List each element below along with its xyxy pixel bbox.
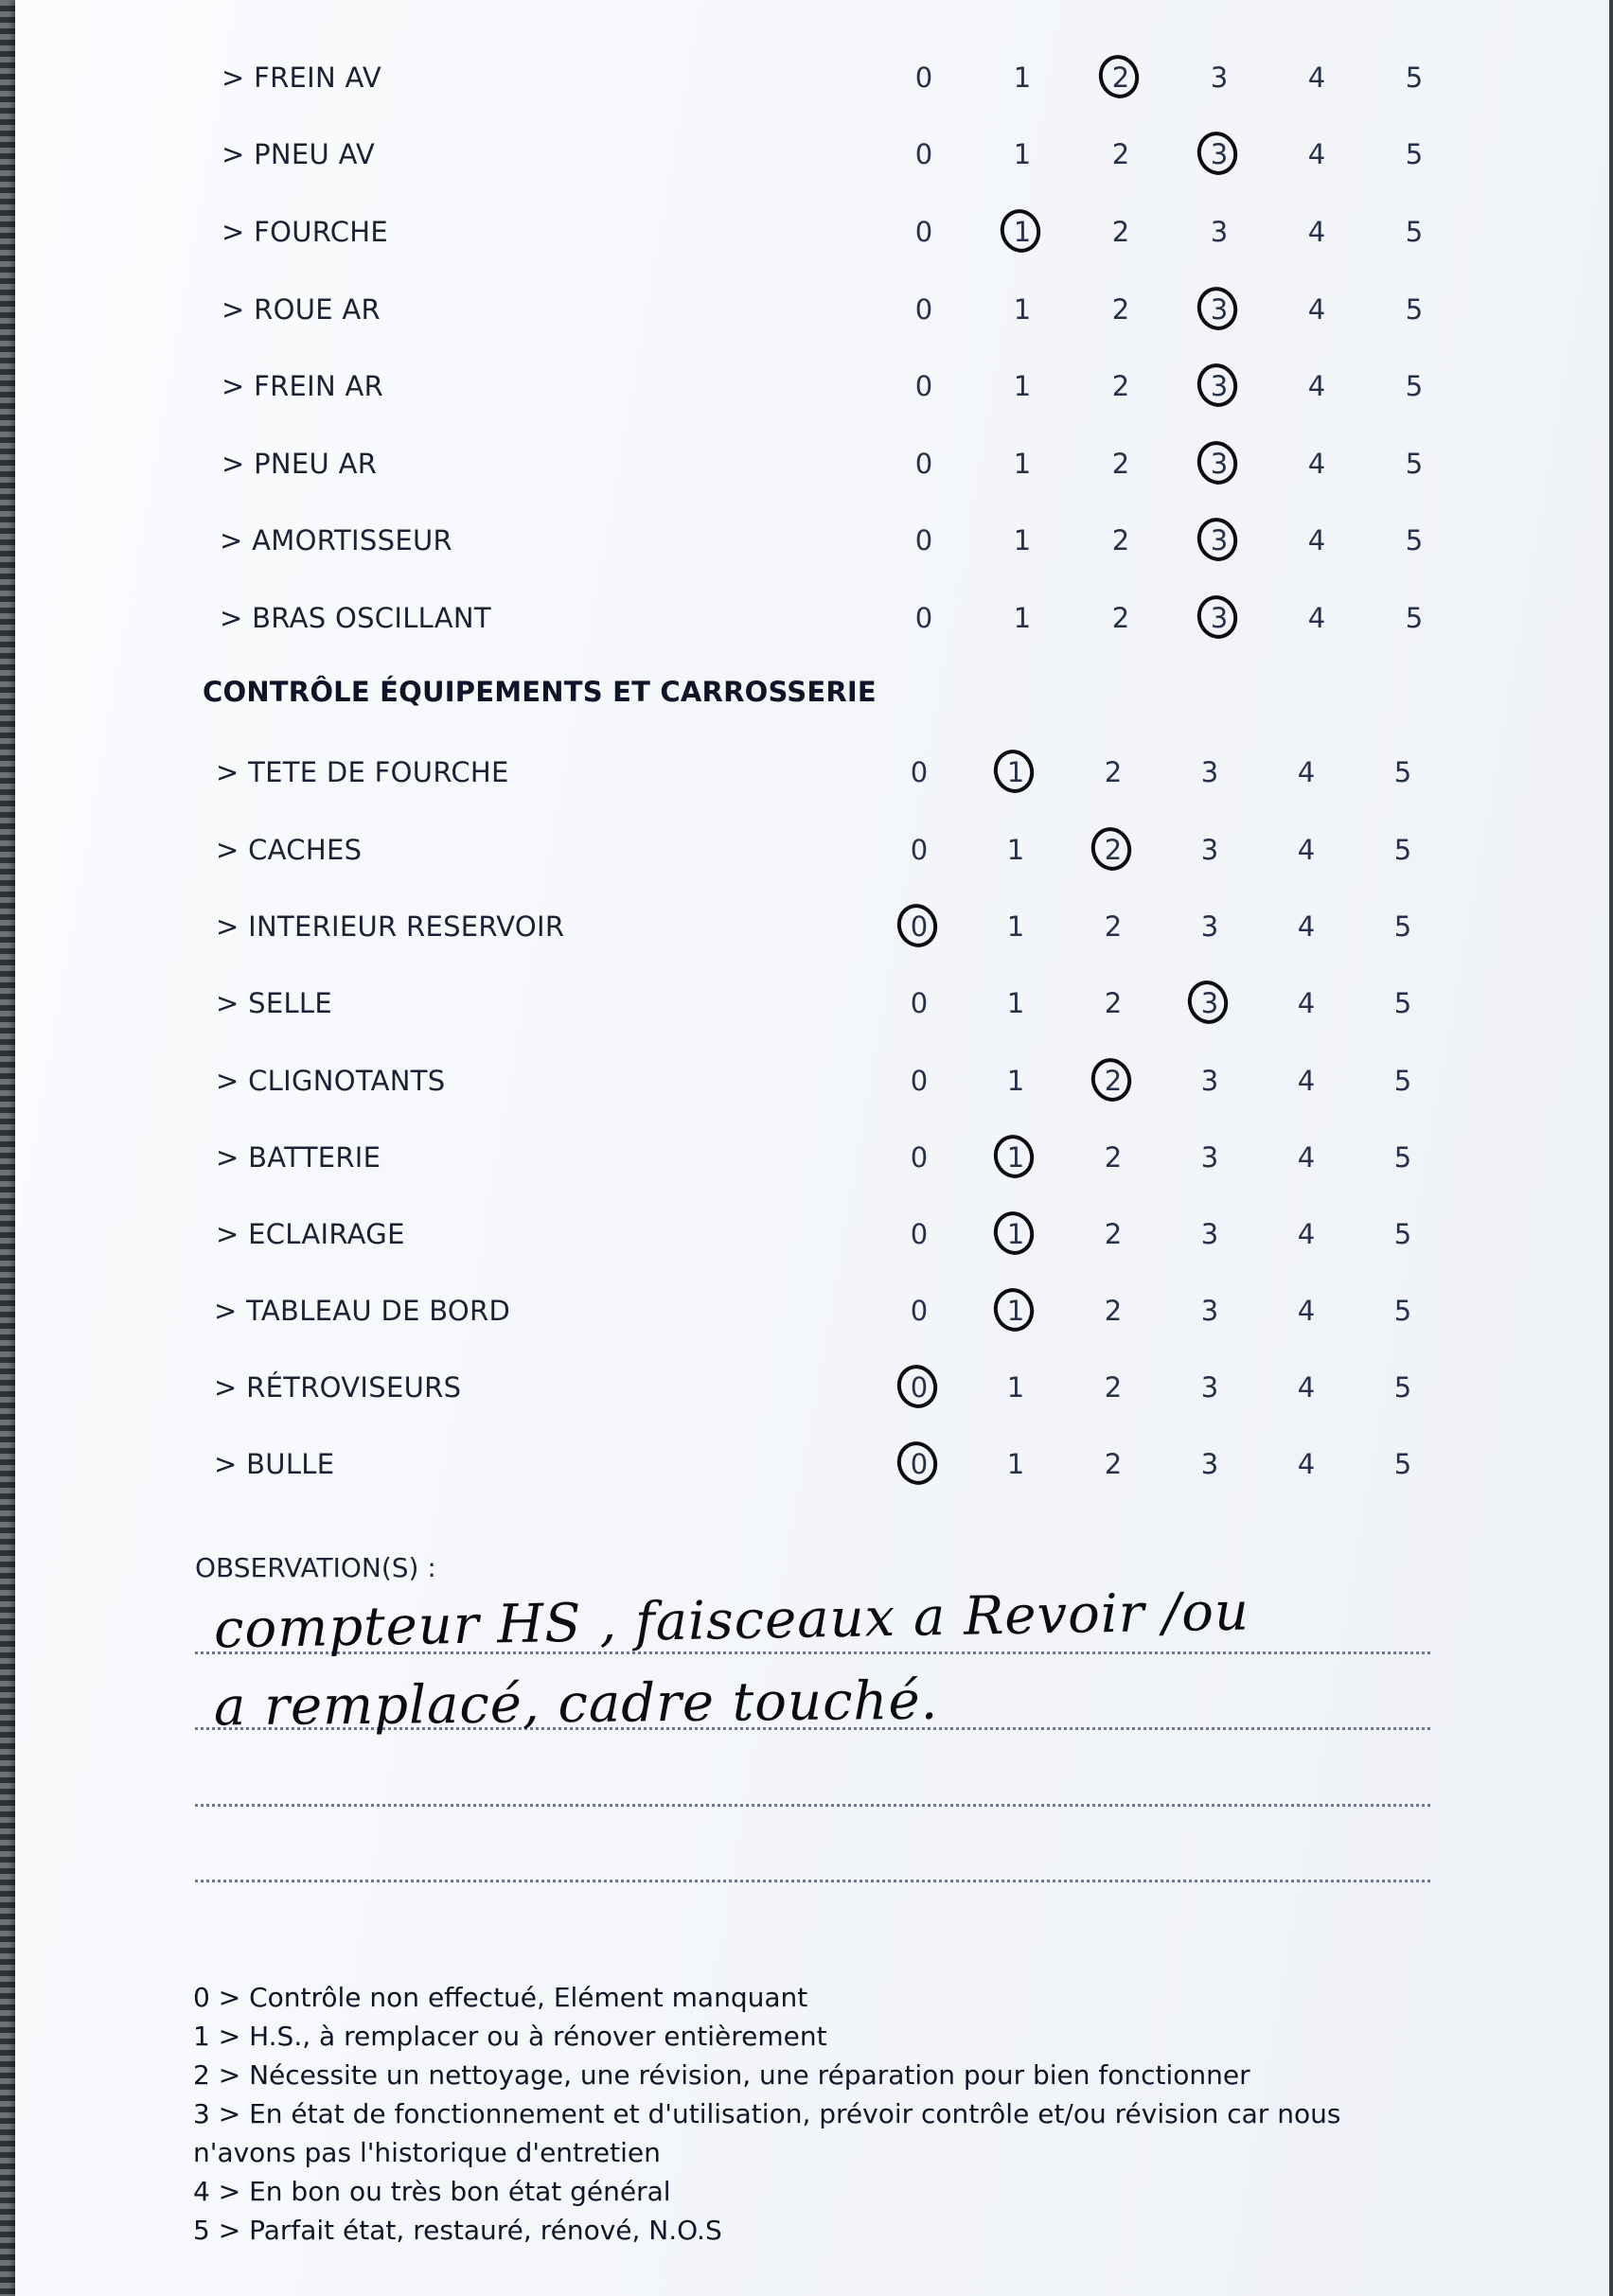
score-option[interactable] — [895, 512, 952, 569]
score-option[interactable] — [1191, 49, 1248, 106]
score-value: 2 — [1111, 524, 1130, 556]
score-value: 4 — [1297, 1218, 1316, 1250]
rating-row — [15, 975, 1609, 1032]
selected-score-circle — [995, 204, 1046, 258]
score-value: 5 — [1405, 62, 1424, 94]
score-value: 0 — [910, 910, 929, 943]
score-option[interactable] — [895, 126, 952, 183]
score-option[interactable] — [1181, 821, 1238, 878]
legend-item: 3 > En état de fonctionnement et d'utilisation, prévoir contrôle et/ou révision car nous — [193, 2098, 1341, 2129]
score-value: 1 — [1006, 1295, 1025, 1327]
score-value: 1 — [1006, 1141, 1025, 1174]
row-label: > FOURCHE — [222, 216, 389, 248]
score-option[interactable] — [1085, 1052, 1142, 1109]
score-value: 5 — [1405, 448, 1424, 480]
inspection-form-sheet — [15, 0, 1609, 2296]
score-value: 3 — [1200, 756, 1219, 788]
selected-score-circle — [1182, 976, 1233, 1030]
score-value: 5 — [1393, 756, 1412, 788]
score-value: 4 — [1307, 448, 1326, 480]
score-value: 1 — [1013, 138, 1032, 170]
score-value: 1 — [1006, 834, 1025, 866]
score-value: 0 — [910, 1141, 929, 1174]
score-option[interactable] — [1374, 1436, 1431, 1492]
score-value: 1 — [1013, 448, 1032, 480]
score-option[interactable] — [895, 281, 952, 338]
score-option[interactable] — [891, 1282, 948, 1339]
score-option[interactable] — [1374, 744, 1431, 801]
legend-item: 5 > Parfait état, restauré, rénové, N.O.S — [193, 2215, 722, 2246]
score-option[interactable] — [1288, 281, 1345, 338]
score-option[interactable] — [994, 512, 1051, 569]
selected-score-circle — [1192, 359, 1243, 413]
section-heading: CONTRÔLE ÉQUIPEMENTS ET CARROSSERIE — [203, 676, 877, 708]
selected-score-circle — [988, 1283, 1039, 1337]
score-value: 4 — [1297, 1295, 1316, 1327]
row-label: > TABLEAU DE BORD — [214, 1295, 511, 1327]
row-label: > PNEU AR — [222, 448, 378, 480]
rating-row — [15, 435, 1609, 492]
score-value: 4 — [1307, 62, 1326, 94]
score-option[interactable] — [1386, 512, 1443, 569]
score-value: 4 — [1307, 138, 1326, 170]
score-value: 4 — [1307, 602, 1326, 634]
score-value: 0 — [914, 602, 933, 634]
score-value: 3 — [1210, 293, 1229, 326]
score-option[interactable] — [987, 1436, 1044, 1492]
score-option[interactable] — [1092, 435, 1149, 492]
score-option[interactable] — [1386, 358, 1443, 415]
score-value: 0 — [910, 1295, 929, 1327]
row-label: > BRAS OSCILLANT — [220, 602, 491, 634]
score-option[interactable] — [1181, 1436, 1238, 1492]
rating-row — [15, 203, 1609, 260]
score-value: 3 — [1200, 910, 1219, 943]
score-option[interactable] — [895, 203, 952, 260]
selected-score-circle — [892, 1437, 943, 1491]
score-value: 4 — [1297, 987, 1316, 1019]
score-option[interactable] — [987, 1052, 1044, 1109]
rating-row — [15, 281, 1609, 338]
score-option[interactable] — [1181, 1359, 1238, 1416]
score-option[interactable] — [1191, 203, 1248, 260]
score-option[interactable] — [987, 1206, 1044, 1263]
score-option[interactable] — [994, 590, 1051, 646]
score-value: 0 — [914, 370, 933, 402]
score-value: 4 — [1297, 1141, 1316, 1174]
rating-row — [15, 744, 1609, 801]
score-option[interactable] — [1191, 358, 1248, 415]
score-value: 5 — [1405, 138, 1424, 170]
score-option[interactable] — [1092, 512, 1149, 569]
score-value: 1 — [1013, 370, 1032, 402]
score-option[interactable] — [1374, 1052, 1431, 1109]
score-value: 2 — [1111, 216, 1130, 248]
score-option[interactable] — [895, 358, 952, 415]
score-value: 5 — [1405, 370, 1424, 402]
row-label: > ROUE AR — [222, 293, 381, 326]
score-option[interactable] — [1092, 203, 1149, 260]
rating-row — [15, 1052, 1609, 1109]
score-option[interactable] — [1085, 898, 1142, 955]
score-option[interactable] — [1278, 975, 1335, 1032]
score-value: 4 — [1297, 1448, 1316, 1480]
score-option[interactable] — [1278, 1052, 1335, 1109]
score-value: 3 — [1200, 1065, 1219, 1097]
score-option[interactable] — [1278, 821, 1335, 878]
observation-line — [195, 1804, 1430, 1807]
score-value: 4 — [1307, 293, 1326, 326]
observation-handwriting-line-1: compteur HS , faisceaux a Revoir /ou — [213, 1581, 1250, 1661]
score-option[interactable] — [994, 49, 1051, 106]
score-value: 2 — [1104, 910, 1123, 943]
score-value: 2 — [1104, 1065, 1123, 1097]
legend-item: 1 > H.S., à remplacer ou à rénover entièrement — [193, 2021, 827, 2052]
selected-score-circle — [1093, 50, 1144, 104]
selected-score-circle — [1192, 591, 1243, 645]
score-value: 4 — [1307, 216, 1326, 248]
score-value: 5 — [1393, 1065, 1412, 1097]
score-option[interactable] — [994, 126, 1051, 183]
rating-row — [15, 126, 1609, 183]
score-value: 2 — [1104, 1218, 1123, 1250]
rating-row — [15, 512, 1609, 569]
row-label: > RÉTROVISEURS — [214, 1371, 462, 1404]
row-label: > SELLE — [216, 987, 332, 1019]
selected-score-circle — [1192, 127, 1243, 181]
score-option[interactable] — [1386, 203, 1443, 260]
rating-row — [15, 1282, 1609, 1339]
score-value: 2 — [1111, 62, 1130, 94]
score-value: 3 — [1210, 524, 1229, 556]
score-option[interactable] — [987, 821, 1044, 878]
score-option[interactable] — [1278, 1206, 1335, 1263]
selected-score-circle — [1086, 822, 1137, 876]
score-option[interactable] — [1278, 1129, 1335, 1186]
score-option[interactable] — [891, 1359, 948, 1416]
score-option[interactable] — [891, 1436, 948, 1492]
score-option[interactable] — [1191, 435, 1248, 492]
score-option[interactable] — [987, 1129, 1044, 1186]
score-option[interactable] — [994, 435, 1051, 492]
rating-row — [15, 898, 1609, 955]
observations-label: OBSERVATION(S) : — [195, 1552, 436, 1583]
score-value: 1 — [1006, 1218, 1025, 1250]
rating-row — [15, 590, 1609, 646]
row-label: > AMORTISSEUR — [220, 524, 452, 556]
selected-score-circle — [1192, 513, 1243, 567]
score-option[interactable] — [891, 898, 948, 955]
score-option[interactable] — [1085, 744, 1142, 801]
score-value: 1 — [1006, 1448, 1025, 1480]
score-value: 5 — [1393, 1141, 1412, 1174]
rating-row — [15, 1129, 1609, 1186]
score-option[interactable] — [1092, 358, 1149, 415]
score-value: 0 — [910, 1371, 929, 1404]
row-label: > TETE DE FOURCHE — [216, 756, 509, 788]
score-value: 2 — [1104, 1295, 1123, 1327]
rating-legend — [193, 1978, 1471, 2250]
score-value: 0 — [914, 138, 933, 170]
score-value: 3 — [1200, 834, 1219, 866]
score-value: 2 — [1111, 138, 1130, 170]
score-option[interactable] — [1092, 281, 1149, 338]
score-option[interactable] — [1085, 1129, 1142, 1186]
score-option[interactable] — [994, 358, 1051, 415]
score-option[interactable] — [1278, 1282, 1335, 1339]
score-value: 2 — [1104, 756, 1123, 788]
score-option[interactable] — [1288, 203, 1345, 260]
score-value: 1 — [1013, 62, 1032, 94]
score-option[interactable] — [895, 49, 952, 106]
score-value: 3 — [1200, 1371, 1219, 1404]
rating-row — [15, 821, 1609, 878]
score-option[interactable] — [1181, 1052, 1238, 1109]
score-value: 3 — [1200, 1141, 1219, 1174]
row-label: > INTERIEUR RESERVOIR — [216, 910, 565, 943]
score-value: 4 — [1297, 834, 1316, 866]
score-value: 2 — [1104, 987, 1123, 1019]
legend-item: 4 > En bon ou très bon état général — [193, 2176, 671, 2207]
score-value: 1 — [1013, 293, 1032, 326]
score-option[interactable] — [891, 1129, 948, 1186]
row-label: > CLIGNOTANTS — [216, 1065, 446, 1097]
score-value: 3 — [1210, 138, 1229, 170]
score-option[interactable] — [891, 1206, 948, 1263]
score-value: 0 — [914, 216, 933, 248]
score-value: 1 — [1013, 602, 1032, 634]
score-option[interactable] — [1288, 590, 1345, 646]
score-value: 0 — [910, 756, 929, 788]
score-option[interactable] — [1181, 1282, 1238, 1339]
rating-row — [15, 1206, 1609, 1263]
score-option[interactable] — [1191, 512, 1248, 569]
selected-score-circle — [892, 899, 943, 953]
score-option[interactable] — [1278, 898, 1335, 955]
score-value: 5 — [1393, 1448, 1412, 1480]
score-option[interactable] — [1374, 1206, 1431, 1263]
score-value: 0 — [914, 293, 933, 326]
score-value: 5 — [1405, 602, 1424, 634]
row-label: > PNEU AV — [222, 138, 375, 170]
score-value: 4 — [1297, 1065, 1316, 1097]
score-option[interactable] — [1374, 821, 1431, 878]
score-value: 1 — [1006, 1371, 1025, 1404]
rating-row — [15, 358, 1609, 415]
rating-row — [15, 1436, 1609, 1492]
score-option[interactable] — [987, 1359, 1044, 1416]
score-option[interactable] — [1374, 898, 1431, 955]
selected-score-circle — [988, 1207, 1039, 1261]
score-value: 2 — [1111, 602, 1130, 634]
score-option[interactable] — [891, 744, 948, 801]
score-option[interactable] — [1085, 1206, 1142, 1263]
score-value: 2 — [1111, 448, 1130, 480]
score-option[interactable] — [1288, 358, 1345, 415]
selected-score-circle — [988, 1130, 1039, 1184]
selected-score-circle — [988, 745, 1039, 799]
score-value: 3 — [1200, 1448, 1219, 1480]
score-value: 0 — [914, 62, 933, 94]
score-option[interactable] — [1374, 1359, 1431, 1416]
score-option[interactable] — [891, 1052, 948, 1109]
score-value: 1 — [1013, 524, 1032, 556]
score-value: 5 — [1393, 987, 1412, 1019]
score-value: 1 — [1006, 756, 1025, 788]
score-value: 3 — [1210, 62, 1229, 94]
score-option[interactable] — [1374, 1129, 1431, 1186]
score-option[interactable] — [1181, 1129, 1238, 1186]
score-value: 4 — [1297, 910, 1316, 943]
score-value: 3 — [1210, 216, 1229, 248]
score-option[interactable] — [1085, 1359, 1142, 1416]
score-value: 0 — [910, 1448, 929, 1480]
score-value: 3 — [1200, 1295, 1219, 1327]
score-option[interactable] — [1288, 435, 1345, 492]
score-value: 0 — [910, 1065, 929, 1097]
score-value: 5 — [1405, 216, 1424, 248]
selected-score-circle — [1192, 436, 1243, 490]
row-label: > BULLE — [214, 1448, 335, 1480]
score-value: 1 — [1013, 216, 1032, 248]
row-label: > FREIN AR — [222, 370, 384, 402]
score-option[interactable] — [987, 975, 1044, 1032]
score-option[interactable] — [1191, 590, 1248, 646]
legend-item: n'avons pas l'historique d'entretien — [193, 2137, 661, 2168]
score-value: 1 — [1006, 987, 1025, 1019]
score-option[interactable] — [1288, 49, 1345, 106]
score-option[interactable] — [1181, 744, 1238, 801]
observation-handwriting-line-2: a remplacé, cadre touché. — [213, 1669, 939, 1739]
score-value: 2 — [1104, 1448, 1123, 1480]
score-value: 5 — [1405, 293, 1424, 326]
score-option[interactable] — [994, 203, 1051, 260]
score-option[interactable] — [1085, 821, 1142, 878]
score-value: 4 — [1307, 524, 1326, 556]
score-value: 5 — [1393, 1295, 1412, 1327]
legend-item: 2 > Nécessite un nettoyage, une révision, une réparation pour bien fonctionner — [193, 2059, 1250, 2091]
score-value: 1 — [1006, 1065, 1025, 1097]
selected-score-circle — [892, 1360, 943, 1414]
score-option[interactable] — [1085, 975, 1142, 1032]
score-value: 3 — [1200, 1218, 1219, 1250]
score-option[interactable] — [1386, 281, 1443, 338]
row-label: > BATTERIE — [216, 1141, 381, 1174]
row-label: > FREIN AV — [222, 62, 381, 94]
score-option[interactable] — [1181, 975, 1238, 1032]
score-value: 5 — [1405, 524, 1424, 556]
score-option[interactable] — [987, 1282, 1044, 1339]
rating-row — [15, 1359, 1609, 1416]
score-option[interactable] — [891, 821, 948, 878]
score-option[interactable] — [1386, 590, 1443, 646]
score-option[interactable] — [987, 898, 1044, 955]
score-value: 1 — [1006, 910, 1025, 943]
selected-score-circle — [1086, 1053, 1137, 1107]
score-option[interactable] — [987, 744, 1044, 801]
score-value: 0 — [910, 834, 929, 866]
score-option[interactable] — [895, 590, 952, 646]
rating-row — [15, 49, 1609, 106]
score-option[interactable] — [1092, 590, 1149, 646]
score-value: 3 — [1210, 370, 1229, 402]
score-option[interactable] — [1181, 1206, 1238, 1263]
score-value: 0 — [914, 524, 933, 556]
score-option[interactable] — [1181, 898, 1238, 955]
score-option[interactable] — [1288, 126, 1345, 183]
score-option[interactable] — [1278, 744, 1335, 801]
score-value: 3 — [1210, 448, 1229, 480]
score-value: 5 — [1393, 834, 1412, 866]
score-option[interactable] — [1386, 435, 1443, 492]
score-value: 2 — [1104, 834, 1123, 866]
score-value: 5 — [1393, 1371, 1412, 1404]
score-value: 2 — [1111, 370, 1130, 402]
score-option[interactable] — [1191, 281, 1248, 338]
score-option[interactable] — [1278, 1359, 1335, 1416]
score-value: 4 — [1297, 1371, 1316, 1404]
score-option[interactable] — [895, 435, 952, 492]
score-option[interactable] — [1085, 1282, 1142, 1339]
score-option[interactable] — [1191, 126, 1248, 183]
score-value: 2 — [1104, 1371, 1123, 1404]
score-option[interactable] — [1092, 126, 1149, 183]
score-option[interactable] — [1288, 512, 1345, 569]
score-value: 0 — [910, 1218, 929, 1250]
score-value: 0 — [910, 987, 929, 1019]
score-option[interactable] — [1374, 975, 1431, 1032]
selected-score-circle — [1192, 282, 1243, 336]
score-option[interactable] — [1085, 1436, 1142, 1492]
score-option[interactable] — [1386, 49, 1443, 106]
legend-item: 0 > Contrôle non effectué, Elément manquant — [193, 1982, 808, 2013]
row-label: > CACHES — [216, 834, 363, 866]
score-option[interactable] — [1386, 126, 1443, 183]
score-option[interactable] — [891, 975, 948, 1032]
score-value: 3 — [1200, 987, 1219, 1019]
row-label: > ECLAIRAGE — [216, 1218, 405, 1250]
score-value: 3 — [1210, 602, 1229, 634]
score-value: 5 — [1393, 910, 1412, 943]
score-value: 2 — [1111, 293, 1130, 326]
score-option[interactable] — [994, 281, 1051, 338]
score-value: 2 — [1104, 1141, 1123, 1174]
score-value: 5 — [1393, 1218, 1412, 1250]
score-option[interactable] — [1278, 1436, 1335, 1492]
score-option[interactable] — [1092, 49, 1149, 106]
score-option[interactable] — [1374, 1282, 1431, 1339]
score-value: 4 — [1297, 756, 1316, 788]
observation-line — [195, 1880, 1430, 1882]
score-value: 0 — [914, 448, 933, 480]
score-value: 4 — [1307, 370, 1326, 402]
